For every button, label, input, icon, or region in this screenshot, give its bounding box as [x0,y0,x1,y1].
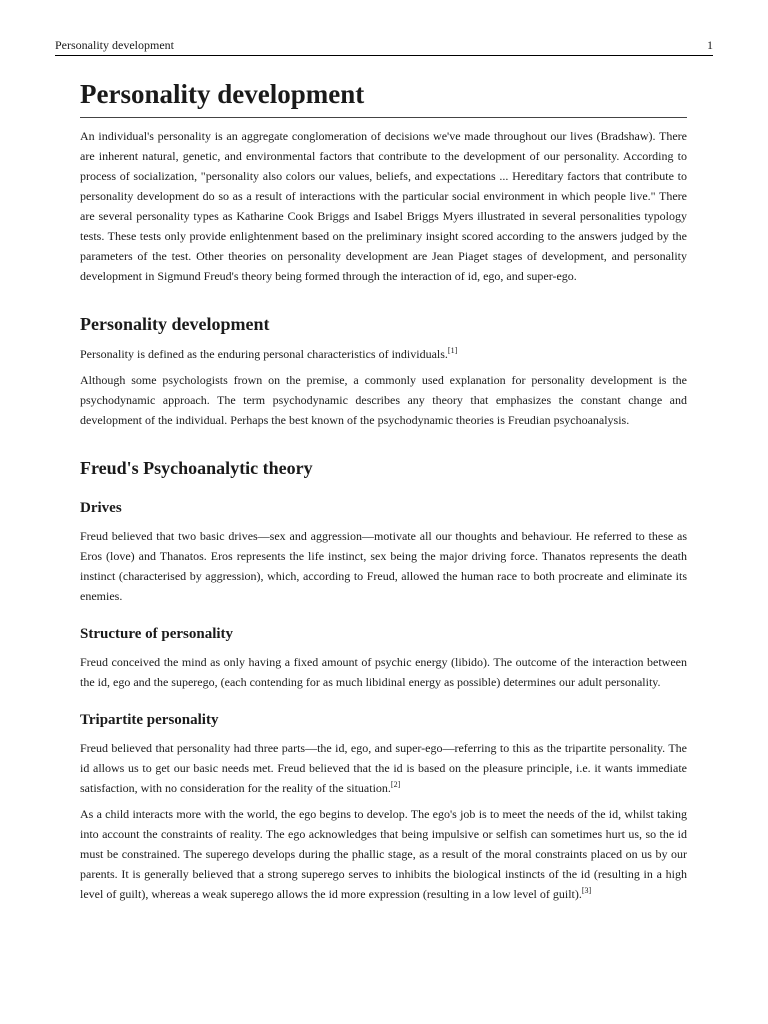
article [80,76,687,904]
psychodynamic-paragraph: Although some psychologists frown on the premise, a commonly used explanation for personality development is the psychodynamic approach. The term psychodynamic describes any theory that emphasizes the constant change and development of the individual. Perhaps the best known of the psychodynamic theories is Freudian psychoanalysis. [80,373,687,427]
definition-text: Personality is defined as the enduring personal characteristics of individuals. [80,347,448,361]
section-heading-freud-psychoanalytic: Freud's Psychoanalytic theory [80,458,313,478]
citation-link-2[interactable]: [2] [390,780,401,789]
subheading-structure-of-personality: Structure of personality [80,626,234,642]
citation-link-3[interactable]: [3] [581,886,592,895]
tripartite-paragraph-2 [80,804,687,904]
running-header-title: Personality development [55,38,174,52]
intro-paragraph: An individual's personality is an aggregate conglomeration of decisions we've made throughout our lives (Bradshaw). There are inherent natural, genetic, and environmental factors that contribute to the development of our personality. According to process of socialization, "personality also colors our values, beliefs, and expectations ... Hereditary factors that contribute to personality development do so as a result of interactions with the particular social environment in which people live." There are several personality types as Katharine Cook Briggs and Isabel Briggs Myers illustrated in several personalities typology tests. These tests only provide enlightenment based on the preliminary insight scored according to the answers judged by the parameters of the test. Other theories on personality development are Jean Piaget stages of development, and personality development in Sigmund Freud's theory being formed through the interaction of id, ego, and super-ego. [80,129,687,283]
tripartite-text-1: Freud believed that personality had three parts—the id, ego, and super-ego—referring to this as the tripartite personality. The id allows us to get our basic needs met. Freud believed that the id is based on the pleasure principle, i.e. it wants immediate satisfaction, with no consideration for the reality of the situation. [80,741,687,795]
citation-link-1[interactable]: [1] [447,346,458,355]
subheading-drives: Drives [80,500,122,516]
structure-paragraph: Freud conceived the mind as only having a fixed amount of psychic energy (libido). The outcome of the interaction between the id, ego and the superego, (each contending for as much libidinal energy as possible) determines our adult personality. [80,655,687,689]
page-number: 1 [707,38,713,52]
tripartite-text-2: As a child interacts more with the world, the ego begins to develop. The ego's job is to meet the needs of the id, whilst taking into account the constraints of reality. The ego acknowledges that being impulsive or selfish can sometimes hurt us, so the id must be constrained. The superego develops during the phallic stage, as a result of the moral constraints placed on us by our parents. It is generally believed that a strong superego serves to inhibits the biological instincts of the id (resulting in a high level of guilt), whereas a weak superego allows the id more expression (resulting in a low level of guilt). [80,807,687,901]
tripartite-paragraph-1 [80,738,687,798]
page-title: Personality development [80,76,687,118]
section-heading-personality-development: Personality development [80,314,270,334]
drives-paragraph: Freud believed that two basic drives—sex and aggression—motivate all our thoughts and behaviour. He referred to these as Eros (love) and Thanatos. Eros represents the life instinct, sex being the major driving force. Thanatos represents the death instinct (characterised by aggression), which, according to Freud, allowed the human race to both procreate and eliminate its enemies. [80,529,687,603]
running-header [55,37,713,56]
subheading-tripartite-personality: Tripartite personality [80,712,219,728]
definition-paragraph [80,344,687,364]
